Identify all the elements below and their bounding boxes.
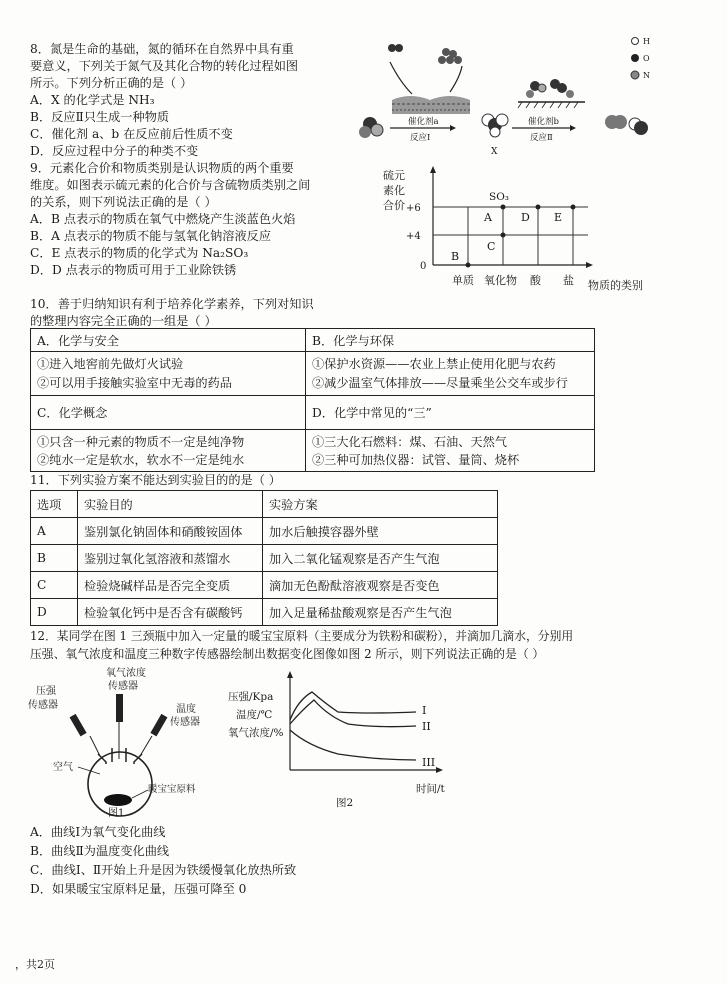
oxygen-sensor	[116, 694, 123, 722]
page-footer: ，共2页	[15, 958, 55, 971]
q11-row-a-purpose: 鉴别氯化钠固体和硝酸铵固体	[78, 518, 263, 545]
temp-label: 传感器	[170, 717, 200, 728]
q10-cell-b-title: B．化学与环保	[306, 329, 595, 352]
point-d: D	[521, 211, 530, 224]
q10-line: 10．善于归纳知识有利于培养化学素养，下列对知识	[30, 297, 314, 311]
pressure-sensor	[70, 714, 87, 737]
legend-o: O	[643, 54, 650, 63]
q11-header-option: 选项	[31, 491, 78, 518]
point-e: E	[554, 211, 563, 224]
oxygen-label: 氧气浓度	[106, 668, 146, 679]
q12-line: 压强、氧气浓度和温度三种数字传感器绘制出数据变化图像如图 2 所示，则下列说法正确的是（ ）	[30, 647, 545, 661]
q11-row-b-purpose: 鉴别过氧化氢溶液和蒸馏水	[78, 545, 263, 572]
q8-option-c: C．催化剂 a、b 在反应前后性质不变	[30, 127, 233, 141]
fig2-ylabel-pressure: 压强/Kpa	[228, 691, 274, 703]
so3-label: SO₃	[489, 191, 510, 203]
point-a: A	[484, 211, 492, 224]
reaction1-label: 反应Ⅰ	[410, 133, 431, 143]
category-salt: 盐	[563, 274, 574, 287]
ytick-zero: 0	[420, 261, 427, 272]
chart-ylabel: 硫元	[383, 169, 405, 182]
q10-cell-d-content: ①三大化石燃料：煤、石油、天然气 ②三种可加热仪器：试管、量筒、烧杯	[306, 430, 595, 472]
curve-iii	[290, 730, 416, 760]
q11-table	[30, 490, 498, 626]
category-element: 单质	[452, 274, 474, 287]
legend-n: N	[643, 71, 650, 80]
figure2-sensor-chart	[228, 670, 468, 815]
q9-line: 9．元素化合价和物质类别是认识物质的两个重要	[30, 161, 294, 175]
ytick-plus4: +4	[406, 231, 421, 242]
q11-row-a-option: A	[31, 518, 78, 545]
q11-row-d-plan: 加入足量稀盐酸观察是否产生气泡	[263, 599, 498, 626]
q9-option-c: C．E 点表示的物质的化学式为 Na₂SO₃	[30, 246, 249, 260]
q11-row-d-purpose: 检验氧化钙中是否含有碳酸钙	[78, 599, 263, 626]
temp-label: 温度	[176, 704, 196, 715]
curve-iii-label: III	[422, 756, 436, 769]
fig2-xlabel: 时间/t	[416, 783, 445, 795]
q8-line: 8．氮是生命的基础，氮的循环在自然界中具有重	[30, 42, 294, 56]
figure1-caption: 图1	[108, 808, 125, 819]
q10-cell-b-content: ①保护水资源——农业上禁止使用化肥与农药 ②减少温室气体排放——尽量乘坐公交车或步行	[306, 352, 595, 396]
q10-table	[30, 328, 595, 472]
fig2-ylabel-temp: 温度/℃	[236, 709, 273, 721]
q12-option-c: C．曲线Ⅰ、Ⅱ开始上升是因为铁缓慢氧化放热所致	[30, 863, 297, 877]
figure2-caption: 图2	[336, 797, 354, 809]
q9-option-a: A．B 点表示的物质在氧气中燃烧产生淡蓝色火焰	[30, 212, 296, 226]
x-label: X	[491, 147, 498, 157]
q11-header-purpose: 实验目的	[78, 491, 263, 518]
q11-row-c-option: C	[31, 572, 78, 599]
q11-row-c-purpose: 检验烧碱样品是否完全变质	[78, 572, 263, 599]
temp-sensor	[150, 714, 167, 737]
sulfur-valence-chart	[378, 165, 708, 295]
point-b: B	[451, 250, 460, 263]
chart-ylabel: 合价	[383, 199, 405, 212]
q11-row-c-plan: 滴加无色酚酞溶液观察是否变色	[263, 572, 498, 599]
q10-line: 的整理内容完全正确的一组是（ ）	[30, 314, 217, 328]
q9-line: 维度。如图表示硫元素的化合价与含硫物质类别之间	[30, 178, 311, 192]
q9-line: 的关系，则下列说法正确的是（ ）	[30, 195, 217, 209]
q11-row-a-plan: 加水后触摸容器外壁	[263, 518, 498, 545]
q8-line: 所示。下列分析正确的是（ ）	[30, 76, 193, 90]
curve-ii-label: II	[422, 720, 431, 733]
q8-line: 要意义，下列关于氮气及其化合物的转化过程如图	[30, 59, 299, 73]
reaction2-label: 反应Ⅱ	[530, 133, 553, 143]
point-c: C	[487, 240, 496, 253]
q11-row-b-plan: 加入二氧化锰观察是否产生气泡	[263, 545, 498, 572]
chart-ylabel: 素化	[383, 184, 405, 197]
nitrogen-cycle-diagram	[350, 32, 695, 167]
q10-cell-d-title: D．化学中常见的“三”	[306, 396, 595, 430]
q10-cell-c-title: C．化学概念	[31, 396, 306, 430]
molecule-legend	[631, 37, 650, 80]
q11-line: 11．下列实验方案不能达到实验目的的是（ ）	[30, 473, 281, 487]
curve-i	[290, 692, 416, 720]
legend-h: H	[643, 37, 650, 46]
ytick-plus6: +6	[406, 203, 421, 214]
q9-option-b: B．A 点表示的物质不能与氢氧化钠溶液反应	[30, 229, 272, 243]
q12-option-a: A．曲线Ⅰ为氧气变化曲线	[30, 825, 166, 839]
catalyst-a-surface	[392, 96, 470, 114]
q11-row-d-option: D	[31, 599, 78, 626]
air-label: 空气	[53, 762, 73, 773]
catalyst-b-label: 催化剂b	[528, 117, 559, 127]
pressure-label: 压强	[36, 686, 56, 697]
q9-option-d: D．D 点表示的物质可用于工业除铁锈	[30, 263, 237, 277]
q10-cell-a-content: ①进入地窖前先做灯火试验 ②可以用手接触实验室中无毒的药品	[31, 352, 306, 396]
material-label: 暖宝宝原料	[148, 784, 196, 795]
catalyst-a-label: 催化剂a	[408, 117, 439, 127]
q11-header-plan: 实验方案	[263, 491, 498, 518]
q8-option-d: D．反应过程中分子的种类不变	[30, 144, 199, 158]
figure1-flask	[28, 664, 238, 824]
q10-cell-c-content: ①只含一种元素的物质不一定是纯净物 ②纯水一定是软水，软水不一定是纯水	[31, 430, 306, 472]
q12-line: 12．某同学在图 1 三颈瓶中加入一定量的暖宝宝原料（主要成分为铁粉和碳粉），并滴加几滴水，分别用	[30, 629, 574, 643]
heat-pack-material	[104, 794, 132, 806]
q12-option-b: B．曲线Ⅱ为温度变化曲线	[30, 844, 170, 858]
curve-i-label: I	[422, 704, 427, 717]
oxygen-label: 传感器	[108, 681, 138, 692]
q8-option-b: B．反应Ⅱ只生成一种物质	[30, 110, 170, 124]
pressure-label: 传感器	[28, 700, 58, 711]
category-acid: 酸	[530, 274, 541, 287]
category-oxide: 氧化物	[484, 274, 517, 287]
q10-cell-a-title: A．化学与安全	[31, 329, 306, 352]
q11-row-b-option: B	[31, 545, 78, 572]
catalyst-b-surface	[518, 79, 585, 108]
fig2-ylabel-oxygen: 氧气浓度/%	[228, 727, 284, 739]
q12-option-d: D．如果暖宝宝原料足量，压强可降至 0	[30, 882, 247, 896]
q8-option-a: A．X 的化学式是 NH₃	[30, 93, 155, 107]
chart-xlabel: 物质的类别	[588, 279, 643, 292]
